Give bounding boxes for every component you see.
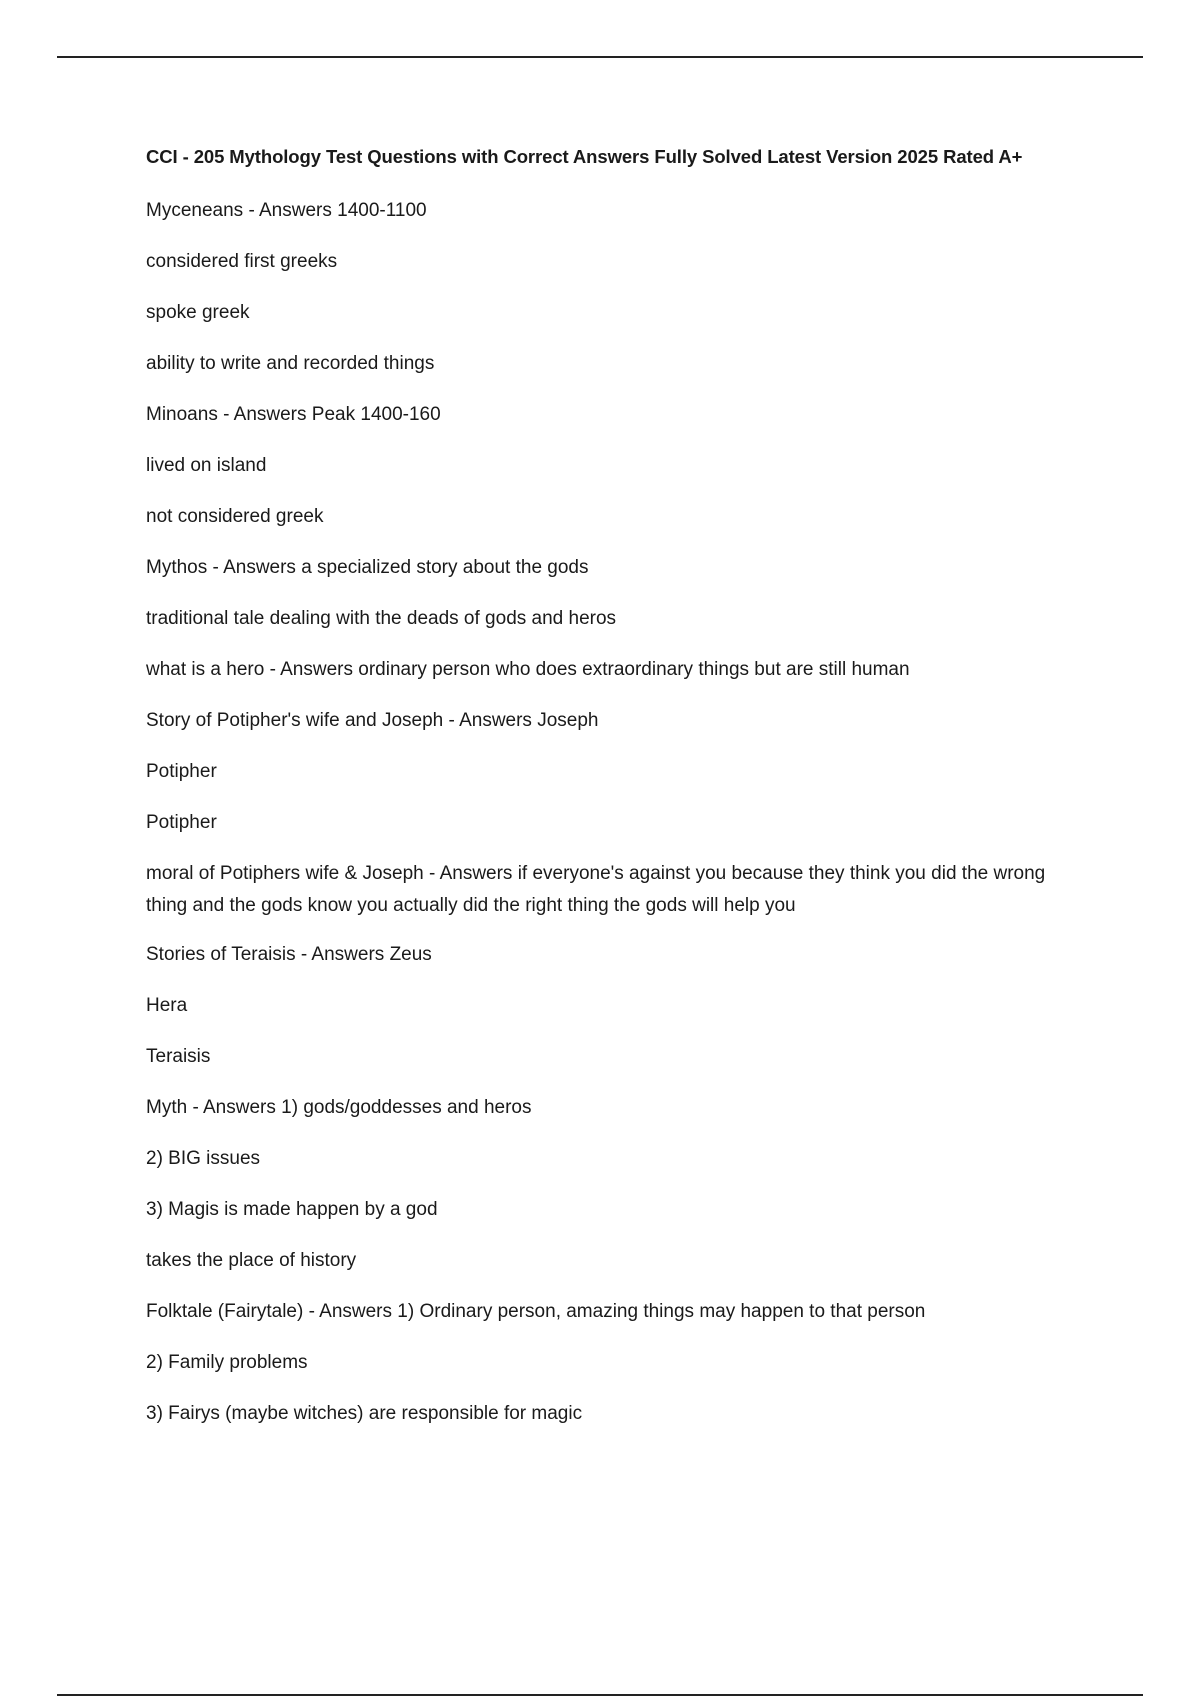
text-line: Mythos - Answers a specialized story about the gods [146, 557, 589, 578]
text-line: what is a hero - Answers ordinary person who does extraordinary things but are still human [146, 659, 910, 680]
text-line: Teraisis [146, 1046, 211, 1067]
document-title: CCI - 205 Mythology Test Questions with Correct Answers Fully Solved Latest Version 2025 Rated A+ [146, 146, 1023, 167]
text-line: Minoans - Answers Peak 1400-160 [146, 404, 441, 425]
text-line: lived on island [146, 455, 267, 476]
text-line: 2) BIG issues [146, 1148, 261, 1169]
text-line: Hera [146, 995, 188, 1016]
text-line: Myceneans - Answers 1400-1100 [146, 200, 427, 221]
text-line: Potipher [146, 761, 217, 782]
text-line: Myth - Answers 1) gods/goddesses and heros [146, 1097, 532, 1118]
text-line: spoke greek [146, 302, 250, 323]
text-line: 2) Family problems [146, 1352, 308, 1373]
text-line: takes the place of history [146, 1250, 357, 1271]
text-line: not considered greek [146, 506, 324, 527]
text-line: ability to write and recorded things [146, 353, 435, 374]
text-line: considered first greeks [146, 251, 338, 272]
text-line: Potipher [146, 812, 217, 833]
document-body [146, 144, 1076, 1449]
text-line: Stories of Teraisis - Answers Zeus [146, 944, 432, 965]
text-line: Story of Potipher's wife and Joseph - Answers Joseph [146, 710, 599, 731]
header-rule [57, 56, 1143, 58]
text-line: 3) Magis is made happen by a god [146, 1199, 438, 1220]
text-line: moral of Potiphers wife & Joseph - Answers if everyone's against you because they think you did the wrong thing and the gods know you actually did the right thing the gods will help you [146, 863, 1046, 916]
text-line: 3) Fairys (maybe witches) are responsible for magic [146, 1403, 583, 1424]
text-line: traditional tale dealing with the deads of gods and heros [146, 608, 617, 629]
text-line: Folktale (Fairytale) - Answers 1) Ordinary person, amazing things may happen to that person [146, 1301, 926, 1322]
footer-rule [57, 1694, 1143, 1696]
